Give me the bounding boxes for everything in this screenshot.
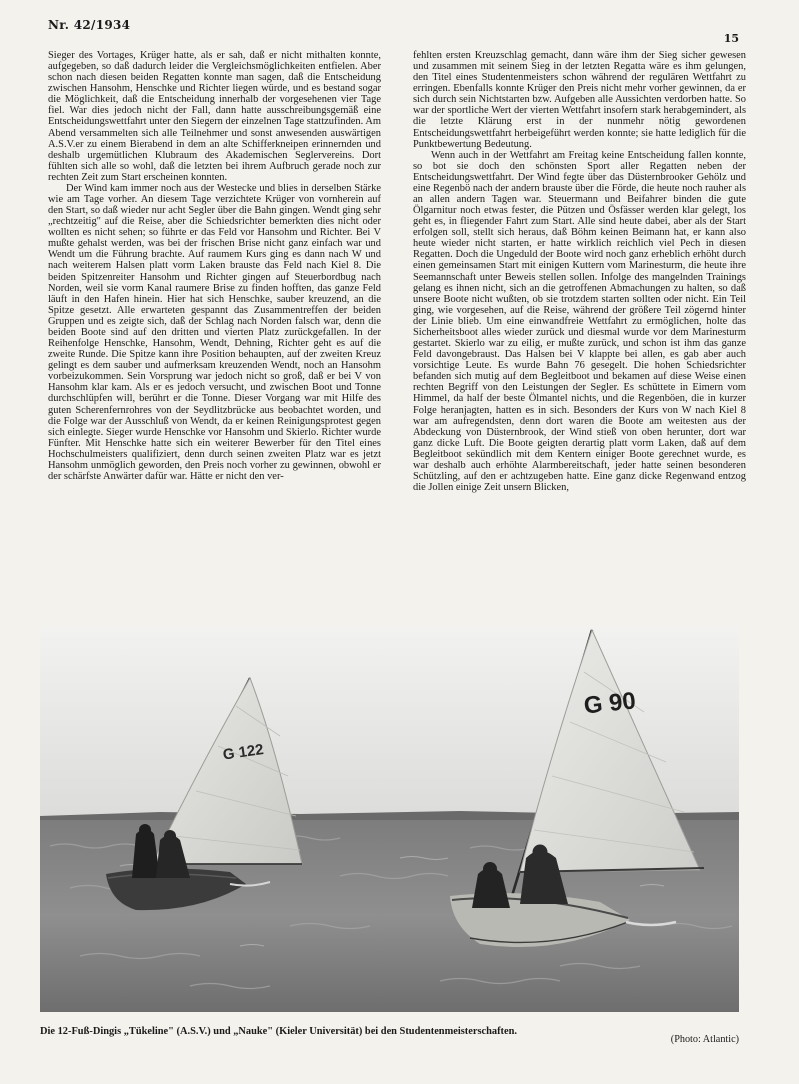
text-column-right bbox=[413, 50, 746, 644]
text-column-left bbox=[48, 50, 381, 644]
page-header bbox=[48, 14, 739, 45]
article-body bbox=[48, 50, 746, 644]
paragraph: Der Wind kam immer noch aus der Westecke und blies in derselben Stärke wie am Tage vorher. An diesem Tage verzichtete Krüger von vornherein auf den Start, so daß wieder nur acht Segler über die Bahn gingen. Wendt ging sehr „rechtzeitig" auf die Reise, aber die Schiedsrichter bemerkten dies nicht oder wollten es nicht sehen; so führte er das Feld vor Hansohm und Richter. Bei V mußte gehalst werden, was bei der frischen Brise nicht ganz einfach war und Wendt um die Führung brachte. Auf raumem Kurs ging es dann nach W und nach weiterem Halsen platt vorm Laken brauste das Feld nach Kiel 8. Die beiden Spitzenreiter Hansohm und Richter gingen auf Steuerbordbug nach Norden, weil sie vorm Kanal raumere Brise zu finden hofften, das ganze Feld läuft in den Hafen hinein. Hier hat sich Henschke, sauber kreuzend, an die Spitze gesetzt. Alle erwarteten gespannt das Zusammentreffen der beiden Gruppen und es zeigte sich, daß der Schlag nach Norden falsch war, denn die beiden Boote sind auf den dritten und vierten Platz zurückgefallen. In der Reihenfolge Henschke, Hansohm, Wendt, Dehning, Richter geht es auf die zweite Runde. Die Spitze kann ihre Position behaupten, auf der zweiten Kreuz gelingt es dem sauber und aufmerksam kreuzenden Wendt, noch an Hansohm vorbeizukommen. Sein Vorsprung war jedoch nicht so groß, daß er bei V von Hansohm klar kam. Als er es jedoch versucht, und zwischen Boot und Tonne durchschlüpfen will, berührt er die Tonne. Dieser Vorgang war mit Hilfe des guten Scherenfernrohres von der Seydlitzbrücke aus beobachtet worden, und die Folge war der Ausschluß von Wendt, da er keinen Reinigungsprotest gegen sich einlegte. Sieger wurde Henschke vor Hansohm und Skierlo. Richter wurde Fünfter. Mit Henschke hatte sich ein weiterer Bewerber für den Titel eines Hochschulmeisters qualifiziert, denn durch seinen zweiten Platz war es jetzt Hansohm unmöglich geworden, den Preis noch vorher zu gewinnen, obwohl er der schärfste Anwärter dafür war. Hätte er nicht den ver- bbox=[48, 182, 381, 482]
paragraph: Wenn auch in der Wettfahrt am Freitag keine Entscheidung fallen konnte, so bot sie doch den schönsten Sport aller Regatten neben der Entscheidungswettfahrt. Der Wind fegte über das Düsternbrooker Gehölz und eine Regenbö nach der andern brauste über die Förde, die heute noch rauher als an allen andern Tagen war. Steuermann und Beifahrer binden die gute Ölgarnitur noch etwas fester, die Pützen und Ösfässer werden klar gelegt, los geht es, in fliegender Fahrt zum Start. Alle sind heute dabei, aber als der Start erfolgen soll, stellt sich heraus, daß Böhm keinen Beimann hat, er kann also heute wieder nicht starten, er hatte wirklich reichlich viel Pech in diesen Regatten. Doch die Ungeduld der Boote wird noch ganz erheblich erhöht durch einen gemeinsamen Start mit einigen Kuttern vom Marinesturm, die heute ihre Seemannschaft unter Beweis stellen sollen. Infolge des mangelnden Trainings gelang es ihnen nicht, sich an die getroffenen Abmachungen zu halten, so daß unsere Boote nicht wußten, ob sie trotzdem starten sollten oder nicht. Ein Teil ging, wie vorgesehen, auf die Reise, während der größere Teil zögernd hinter der Linie blieb. Um eine einwandfreie Wettfahrt zu ermöglichen, holte das Sicherheitsboot alles wieder zurück und diesmal wurde vor dem Marinesturm gestartet. Skierlo war zu eilig, er mußte zurück, und schon ist ihm das ganze Feld davongebraust. Das Halsen bei V klappte bei allen, es gab aber auch vorsichtige Leute. Es wurde Bahn 76 gesegelt. Die hohen Schiedsrichter befanden sich mutig auf dem Begleitboot und bekamen auf diese Weise einen rechten Begriff von den Leistungen der Segler. Es schüttete in Eimern vom Himmel, da half der beste Ölmantel nichts, und die Regenböen, die in kurzer Folge heranjagten, hatten es in sich. Besonders der Kurs von W nach Kiel 8 war am aufregendsten, denn dort waren die Boote am weitesten aus der Abdeckung von Düsternbrook, der Wind stieß von oben herunter, dort war ganz dicke Luft. Die Boote geigten derartig platt vorm Laken, daß auf dem Begleitboot sekündlich mit dem Kentern einiger Boote gerechnet wurde, es war deshalb auch erhöhte Alarmbereitschaft, jeder hatte seinen besonderen Schützling, auf den er achtzugeben hatte. Eine ganz dicke Regenwand entzog die Jollen einige Zeit unsern Blicken, bbox=[413, 149, 746, 494]
paragraph: fehlten ersten Kreuzschlag gemacht, dann wäre ihm der Sieg sicher gewesen und zusammen mit seinem Sieg in der letzten Regatta wäre es ihm gelungen, den Titel eines Studentenmeisters schon während der regulären Wettfahrt zu erringen. Ebenfalls konnte Krüger den Preis nicht mehr vorher gewinnen, da er sich durch sein Nichtstarten bzw. Aufgeben alle Aussichten verdorben hatte. So war der sportliche Wert der vierten Wettfahrt insofern stark herabgemindert, als die letzte Klärung erst in der nunmehr nötig gewordenen Entscheidungswettfahrt herbeigeführt werden konnte; sie hatte lediglich für die Punktbewertung Bedeutung. bbox=[413, 50, 746, 150]
issue-number: Nr. 42/1934 bbox=[48, 18, 131, 32]
sail-number-right: G 90 bbox=[582, 687, 638, 720]
page-number: 15 bbox=[723, 32, 739, 45]
paragraph: Sieger des Vortages, Krüger hatte, als er sah, daß er nicht mithalten konnte, aufgegeben, so daß dadurch leider die Vergleichsmöglichkeiten entfielen. Aber schon nach diesen beiden Regatten konnte man sagen, daß die Entscheidung zwischen Hansohm, Henschke und Richter liegen würde, und es bestand sogar die Möglichkeit, daß die Entscheidung innerhalb der vorgesehenen vier Tage fiel. War dies jedoch nicht der Fall, dann hatte ausschreibungsgemäß eine Entscheidungswettfahrt unter den Siegern der einzelnen Tage stattzufinden. Am Abend versammelten sich alle Teilnehmer und sonst anwesenden auswärtigen A.S.V.er zu einem Bierabend in dem an alte Schifferkneipen erinnernden und deshalb urgemütlichen Klubraum des Akademischen Seglervereins. Dort fühlten sich alle so wohl, daß die letzten bei ihrem Aufbruch gerade noch zur rechten Zeit zum Start erscheinen konnten. bbox=[48, 50, 381, 183]
sailing-photo bbox=[40, 626, 739, 1012]
photo-caption: Die 12-Fuß-Dingis „Tükeline" (A.S.V.) und „Nauke" (Kieler Universität) bei den Studentenmeisterschaften. bbox=[40, 1026, 518, 1037]
sail-number-left: G 122 bbox=[221, 741, 265, 764]
photo-credit: (Photo: Atlantic) bbox=[670, 1034, 739, 1045]
